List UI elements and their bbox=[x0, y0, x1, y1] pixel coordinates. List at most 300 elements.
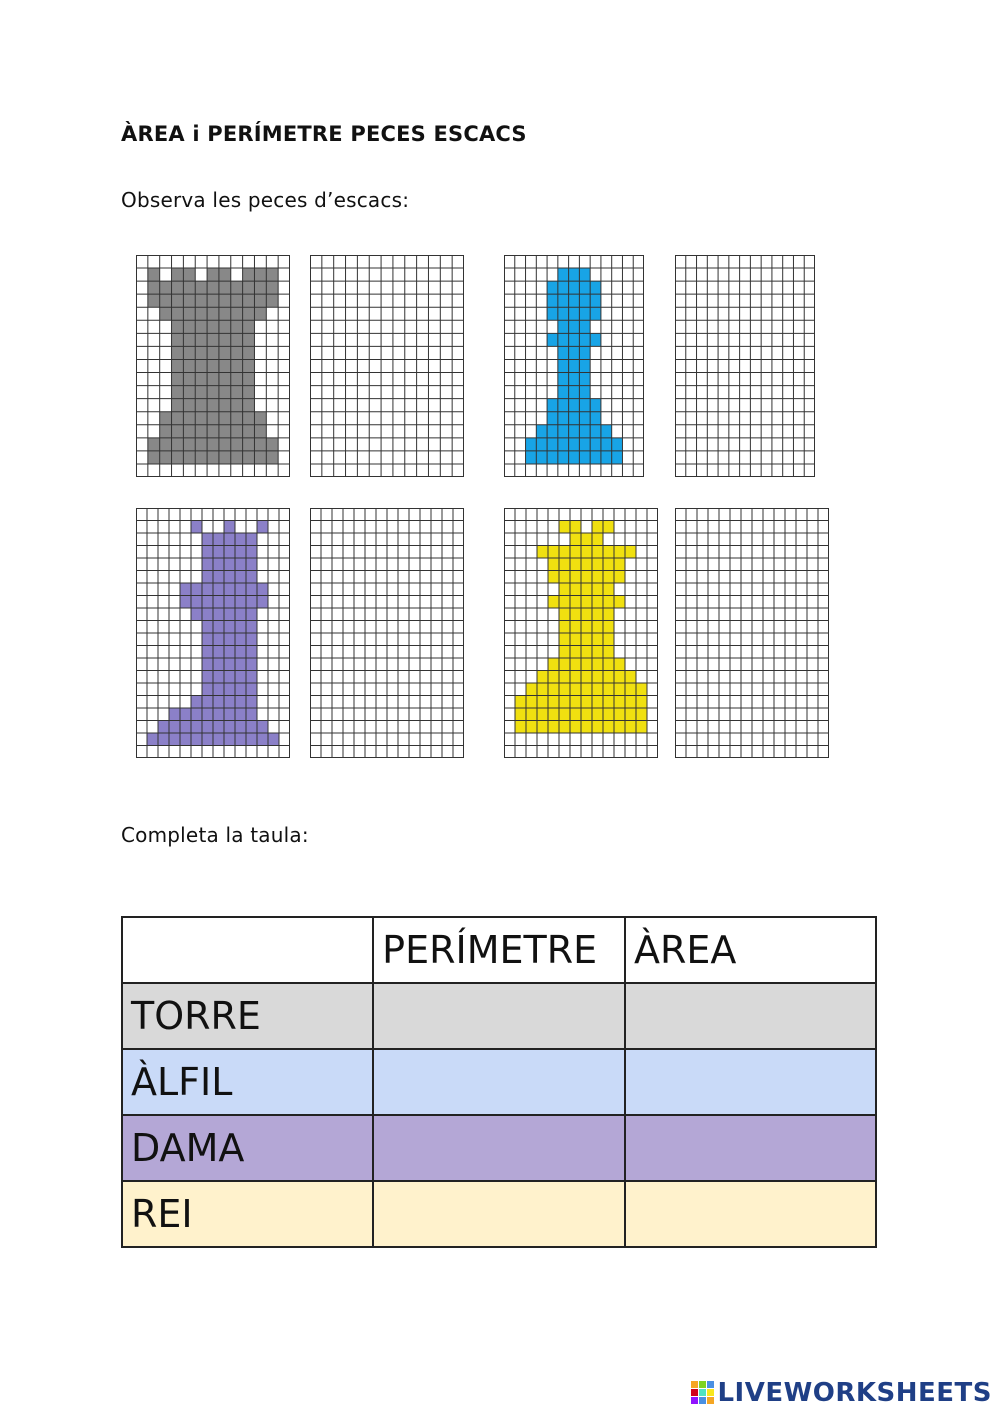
piece-cell bbox=[581, 608, 592, 621]
piece-cell bbox=[547, 294, 558, 307]
piece-cell bbox=[581, 633, 592, 646]
piece-cell bbox=[172, 399, 184, 412]
piece-cell bbox=[548, 671, 559, 684]
piece-cell bbox=[603, 608, 614, 621]
piece-cell bbox=[614, 683, 625, 696]
piece-cell bbox=[207, 438, 219, 451]
piece-cell bbox=[202, 671, 213, 684]
piece-cell bbox=[213, 733, 224, 746]
piece-cell bbox=[548, 683, 559, 696]
piece-cell bbox=[224, 608, 235, 621]
piece-cell bbox=[213, 671, 224, 684]
worksheet-title: ÀREA i PERÍMETRE PECES ESCACS bbox=[121, 122, 527, 146]
piece-cell bbox=[614, 571, 625, 584]
piece-cell bbox=[169, 721, 180, 734]
piece-cell bbox=[257, 733, 268, 746]
piece-cell bbox=[158, 721, 169, 734]
piece-cell bbox=[148, 294, 160, 307]
piece-grid-rei bbox=[504, 508, 658, 758]
piece-cell bbox=[559, 696, 570, 709]
blank-grid-alfil[interactable] bbox=[675, 255, 815, 477]
piece-cell bbox=[559, 721, 570, 734]
piece-cell bbox=[235, 671, 246, 684]
piece-cell bbox=[172, 373, 184, 386]
piece-cell bbox=[246, 733, 257, 746]
piece-cell bbox=[231, 281, 243, 294]
piece-cell bbox=[590, 399, 601, 412]
piece-cell bbox=[243, 320, 255, 333]
piece-cell bbox=[213, 646, 224, 659]
piece-cell bbox=[213, 558, 224, 571]
piece-cell bbox=[603, 621, 614, 634]
piece-cell bbox=[195, 451, 207, 464]
piece-cell bbox=[202, 721, 213, 734]
piece-cell bbox=[207, 307, 219, 320]
piece-cell bbox=[224, 646, 235, 659]
piece-cell bbox=[172, 412, 184, 425]
piece-cell bbox=[158, 733, 169, 746]
piece-cell bbox=[243, 373, 255, 386]
table-row-alfil bbox=[122, 1049, 876, 1115]
piece-cell bbox=[547, 438, 558, 451]
piece-cell bbox=[213, 683, 224, 696]
piece-cell bbox=[592, 558, 603, 571]
piece-cell bbox=[581, 696, 592, 709]
piece-cell bbox=[612, 451, 623, 464]
piece-cell bbox=[570, 671, 581, 684]
piece-cell bbox=[207, 346, 219, 359]
piece-cell bbox=[148, 451, 160, 464]
piece-cell bbox=[172, 268, 184, 281]
piece-cell bbox=[207, 412, 219, 425]
piece-cell bbox=[581, 621, 592, 634]
piece-cell bbox=[172, 333, 184, 346]
piece-cell bbox=[515, 708, 526, 721]
piece-cell bbox=[579, 294, 590, 307]
piece-cell bbox=[202, 583, 213, 596]
blank-grid-dama[interactable] bbox=[310, 508, 464, 758]
piece-cell bbox=[191, 608, 202, 621]
piece-cell bbox=[195, 333, 207, 346]
piece-cell bbox=[603, 583, 614, 596]
piece-cell bbox=[603, 558, 614, 571]
piece-cell bbox=[207, 294, 219, 307]
piece-cell bbox=[191, 583, 202, 596]
piece-cell bbox=[183, 451, 195, 464]
piece-cell bbox=[581, 646, 592, 659]
piece-cell bbox=[579, 281, 590, 294]
piece-cell bbox=[224, 533, 235, 546]
piece-cell bbox=[558, 359, 569, 372]
piece-cell bbox=[246, 546, 257, 559]
piece-cell bbox=[592, 546, 603, 559]
piece-cell bbox=[625, 696, 636, 709]
piece-cell bbox=[160, 294, 172, 307]
piece-cell bbox=[235, 708, 246, 721]
piece-cell bbox=[180, 596, 191, 609]
piece-cell bbox=[536, 425, 547, 438]
piece-cell bbox=[558, 412, 569, 425]
piece-cell bbox=[213, 596, 224, 609]
piece-cell bbox=[243, 281, 255, 294]
piece-cell bbox=[172, 281, 184, 294]
piece-cell bbox=[219, 425, 231, 438]
piece-cell bbox=[243, 438, 255, 451]
piece-cell bbox=[183, 346, 195, 359]
piece-cell bbox=[603, 721, 614, 734]
piece-cell bbox=[191, 596, 202, 609]
piece-cell bbox=[558, 386, 569, 399]
piece-cell bbox=[257, 521, 268, 534]
piece-cell bbox=[224, 621, 235, 634]
piece-cell bbox=[592, 671, 603, 684]
piece-cell bbox=[231, 425, 243, 438]
piece-cell bbox=[254, 451, 266, 464]
piece-cell bbox=[231, 307, 243, 320]
piece-cell bbox=[570, 708, 581, 721]
piece-cell bbox=[515, 721, 526, 734]
piece-cell bbox=[224, 683, 235, 696]
liveworksheets-brand-text: LIVEWORKSHEETS bbox=[717, 1378, 992, 1408]
piece-cell bbox=[559, 571, 570, 584]
piece-cell bbox=[558, 438, 569, 451]
piece-cell bbox=[180, 708, 191, 721]
piece-cell bbox=[603, 596, 614, 609]
piece-cell bbox=[224, 696, 235, 709]
piece-cell bbox=[213, 708, 224, 721]
piece-cell bbox=[183, 294, 195, 307]
piece-cell bbox=[202, 608, 213, 621]
piece-cell bbox=[169, 708, 180, 721]
piece-cell bbox=[246, 646, 257, 659]
piece-cell bbox=[160, 281, 172, 294]
piece-cell bbox=[636, 696, 647, 709]
piece-cell bbox=[219, 320, 231, 333]
piece-cell bbox=[224, 633, 235, 646]
piece-cell bbox=[235, 696, 246, 709]
piece-cell bbox=[569, 333, 580, 346]
piece-cell bbox=[558, 399, 569, 412]
piece-cell bbox=[559, 521, 570, 534]
piece-cell bbox=[569, 373, 580, 386]
piece-cell bbox=[254, 412, 266, 425]
piece-cell bbox=[581, 546, 592, 559]
piece-cell bbox=[548, 571, 559, 584]
table-row-rei bbox=[122, 1181, 876, 1247]
piece-cell bbox=[590, 281, 601, 294]
perimetre-input-alfil[interactable] bbox=[373, 1049, 625, 1115]
piece-cell bbox=[559, 646, 570, 659]
perimetre-input-torre[interactable] bbox=[373, 983, 625, 1049]
piece-cell bbox=[614, 708, 625, 721]
piece-cell bbox=[246, 608, 257, 621]
piece-cell bbox=[558, 307, 569, 320]
piece-cell bbox=[195, 281, 207, 294]
piece-cell bbox=[219, 438, 231, 451]
piece-cell bbox=[603, 671, 614, 684]
piece-cell bbox=[614, 721, 625, 734]
piece-cell bbox=[579, 307, 590, 320]
piece-cell bbox=[246, 633, 257, 646]
piece-cell bbox=[172, 346, 184, 359]
piece-cell bbox=[537, 696, 548, 709]
piece-cell bbox=[569, 438, 580, 451]
table-row-torre bbox=[122, 983, 876, 1049]
piece-cell bbox=[183, 438, 195, 451]
blank-grid-rei[interactable] bbox=[675, 508, 829, 758]
piece-cell bbox=[219, 359, 231, 372]
perimetre-input-rei[interactable] bbox=[373, 1181, 625, 1247]
piece-cell bbox=[601, 451, 612, 464]
piece-cell bbox=[569, 320, 580, 333]
piece-cell bbox=[266, 294, 278, 307]
area-input-torre[interactable] bbox=[625, 983, 876, 1049]
piece-cell bbox=[243, 359, 255, 372]
piece-cell bbox=[147, 733, 158, 746]
piece-cell bbox=[547, 412, 558, 425]
piece-cell bbox=[603, 658, 614, 671]
piece-cell bbox=[266, 281, 278, 294]
piece-cell bbox=[579, 333, 590, 346]
piece-cell bbox=[213, 608, 224, 621]
piece-cell bbox=[224, 583, 235, 596]
piece-cell bbox=[581, 596, 592, 609]
piece-cell bbox=[183, 425, 195, 438]
piece-grid-alfil bbox=[504, 255, 644, 477]
liveworksheets-logo bbox=[691, 1378, 992, 1408]
piece-cell bbox=[246, 571, 257, 584]
piece-cell bbox=[590, 425, 601, 438]
piece-cell bbox=[579, 399, 590, 412]
piece-cell bbox=[235, 683, 246, 696]
piece-cell bbox=[207, 281, 219, 294]
piece-cell bbox=[581, 533, 592, 546]
piece-cell bbox=[191, 733, 202, 746]
piece-cell bbox=[592, 571, 603, 584]
piece-cell bbox=[614, 658, 625, 671]
piece-cell bbox=[592, 583, 603, 596]
piece-cell bbox=[570, 646, 581, 659]
piece-cell bbox=[207, 386, 219, 399]
piece-cell bbox=[246, 671, 257, 684]
piece-cell bbox=[213, 721, 224, 734]
piece-cell bbox=[235, 608, 246, 621]
piece-cell bbox=[570, 696, 581, 709]
piece-cell bbox=[592, 608, 603, 621]
area-input-dama[interactable] bbox=[625, 1115, 876, 1181]
piece-cell bbox=[558, 333, 569, 346]
piece-cell bbox=[235, 721, 246, 734]
piece-cell bbox=[254, 307, 266, 320]
piece-cell bbox=[537, 671, 548, 684]
row-label-dama: DAMA bbox=[122, 1115, 373, 1181]
piece-cell bbox=[569, 451, 580, 464]
piece-cell bbox=[213, 533, 224, 546]
piece-cell bbox=[183, 412, 195, 425]
piece-cell bbox=[625, 708, 636, 721]
piece-cell bbox=[603, 646, 614, 659]
piece-cell bbox=[235, 621, 246, 634]
piece-cell bbox=[213, 621, 224, 634]
area-input-rei[interactable] bbox=[625, 1181, 876, 1247]
piece-cell bbox=[559, 596, 570, 609]
piece-cell bbox=[191, 521, 202, 534]
piece-cell bbox=[548, 696, 559, 709]
piece-cell bbox=[202, 546, 213, 559]
piece-cell bbox=[612, 438, 623, 451]
piece-cell bbox=[592, 621, 603, 634]
piece-cell bbox=[224, 733, 235, 746]
piece-cell bbox=[231, 359, 243, 372]
piece-cell bbox=[592, 646, 603, 659]
instruction-complete: Completa la taula: bbox=[121, 823, 309, 847]
piece-cell bbox=[579, 320, 590, 333]
piece-cell bbox=[243, 268, 255, 281]
piece-cell bbox=[625, 546, 636, 559]
piece-cell bbox=[526, 683, 537, 696]
piece-cell bbox=[569, 386, 580, 399]
piece-cell bbox=[202, 633, 213, 646]
piece-cell bbox=[191, 708, 202, 721]
piece-cell bbox=[219, 307, 231, 320]
piece-cell bbox=[592, 596, 603, 609]
piece-cell bbox=[235, 546, 246, 559]
piece-cell bbox=[172, 425, 184, 438]
piece-cell bbox=[160, 438, 172, 451]
piece-cell bbox=[219, 333, 231, 346]
piece-cell bbox=[224, 721, 235, 734]
piece-cell bbox=[195, 412, 207, 425]
perimetre-input-dama[interactable] bbox=[373, 1115, 625, 1181]
piece-cell bbox=[191, 721, 202, 734]
piece-cell bbox=[219, 373, 231, 386]
piece-cell bbox=[526, 696, 537, 709]
piece-cell bbox=[172, 359, 184, 372]
piece-cell bbox=[160, 412, 172, 425]
piece-cell bbox=[202, 658, 213, 671]
piece-cell bbox=[266, 451, 278, 464]
piece-cell bbox=[231, 346, 243, 359]
piece-cell bbox=[579, 386, 590, 399]
piece-cell bbox=[254, 281, 266, 294]
piece-cell bbox=[559, 633, 570, 646]
piece-cell bbox=[231, 412, 243, 425]
piece-cell bbox=[219, 451, 231, 464]
piece-cell bbox=[570, 571, 581, 584]
piece-cell bbox=[601, 438, 612, 451]
piece-cell bbox=[202, 733, 213, 746]
piece-cell bbox=[224, 671, 235, 684]
piece-cell bbox=[213, 571, 224, 584]
piece-cell bbox=[579, 451, 590, 464]
piece-cell bbox=[581, 558, 592, 571]
piece-cell bbox=[569, 412, 580, 425]
piece-cell bbox=[581, 671, 592, 684]
piece-cell bbox=[195, 359, 207, 372]
piece-cell bbox=[180, 721, 191, 734]
piece-cell bbox=[625, 721, 636, 734]
piece-cell bbox=[195, 320, 207, 333]
piece-cell bbox=[579, 373, 590, 386]
piece-cell bbox=[195, 346, 207, 359]
piece-cell bbox=[224, 596, 235, 609]
piece-cell bbox=[235, 733, 246, 746]
piece-cell bbox=[183, 281, 195, 294]
piece-cell bbox=[558, 294, 569, 307]
piece-cell bbox=[231, 438, 243, 451]
piece-cell bbox=[183, 307, 195, 320]
piece-cell bbox=[579, 268, 590, 281]
piece-cell bbox=[219, 386, 231, 399]
piece-cell bbox=[243, 386, 255, 399]
piece-cell bbox=[636, 683, 647, 696]
piece-cell bbox=[231, 333, 243, 346]
piece-cell bbox=[558, 425, 569, 438]
piece-cell bbox=[202, 708, 213, 721]
piece-cell bbox=[569, 281, 580, 294]
piece-cell bbox=[547, 281, 558, 294]
piece-cell bbox=[224, 658, 235, 671]
piece-cell bbox=[570, 721, 581, 734]
piece-cell bbox=[202, 621, 213, 634]
piece-cell bbox=[202, 558, 213, 571]
piece-cell bbox=[590, 333, 601, 346]
piece-cell bbox=[558, 373, 569, 386]
piece-cell bbox=[235, 646, 246, 659]
piece-cell bbox=[231, 294, 243, 307]
piece-cell bbox=[581, 571, 592, 584]
piece-cell bbox=[559, 608, 570, 621]
piece-cell bbox=[592, 658, 603, 671]
piece-cell bbox=[581, 683, 592, 696]
table-header-row bbox=[122, 917, 876, 983]
piece-cell bbox=[243, 412, 255, 425]
piece-cell bbox=[581, 708, 592, 721]
piece-cell bbox=[243, 346, 255, 359]
piece-cell bbox=[559, 583, 570, 596]
piece-cell bbox=[603, 683, 614, 696]
blank-grid-torre[interactable] bbox=[310, 255, 464, 477]
piece-cell bbox=[254, 268, 266, 281]
piece-cell bbox=[207, 425, 219, 438]
piece-cell bbox=[246, 583, 257, 596]
row-label-torre: TORRE bbox=[122, 983, 373, 1049]
piece-cell bbox=[636, 708, 647, 721]
piece-cell bbox=[603, 633, 614, 646]
piece-cell bbox=[570, 558, 581, 571]
piece-cell bbox=[603, 521, 614, 534]
piece-cell bbox=[207, 399, 219, 412]
piece-cell bbox=[183, 386, 195, 399]
piece-cell bbox=[266, 438, 278, 451]
piece-cell bbox=[547, 451, 558, 464]
piece-cell bbox=[246, 621, 257, 634]
piece-cell bbox=[180, 733, 191, 746]
piece-cell bbox=[172, 307, 184, 320]
piece-cell bbox=[581, 658, 592, 671]
piece-cell bbox=[231, 373, 243, 386]
piece-cell bbox=[548, 708, 559, 721]
piece-cell bbox=[231, 320, 243, 333]
piece-cell bbox=[183, 373, 195, 386]
piece-cell bbox=[224, 521, 235, 534]
piece-cell bbox=[526, 721, 537, 734]
piece-cell bbox=[268, 733, 279, 746]
area-input-alfil[interactable] bbox=[625, 1049, 876, 1115]
piece-cell bbox=[195, 386, 207, 399]
piece-cell bbox=[246, 558, 257, 571]
piece-cell bbox=[246, 596, 257, 609]
